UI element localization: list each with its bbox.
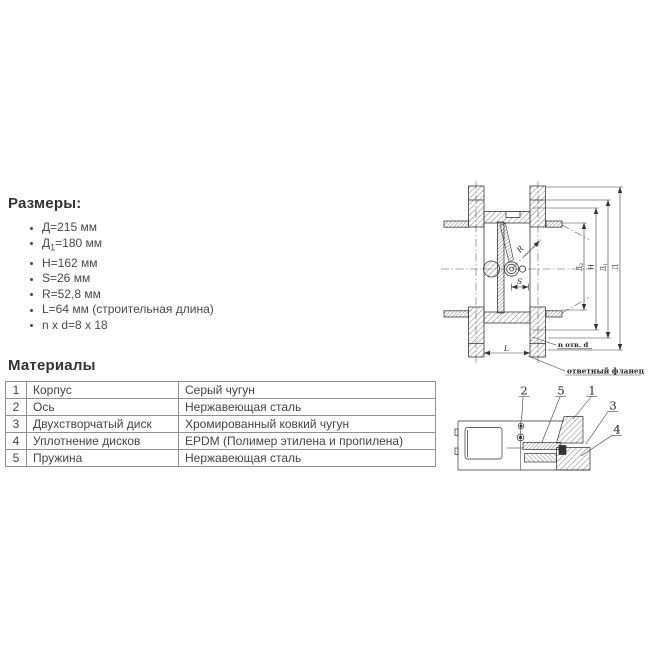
seat-detail-drawing [450,383,650,478]
svg-text:Д1: $Д_1$ [599,262,609,272]
svg-text:3: 3 [609,398,617,413]
disc-plate [498,222,514,313]
dim-labels [576,263,620,271]
table-row: 5 Пружина Нержавеющая сталь [6,450,436,467]
table-row: 4 Уплотнение дисков EPDM (Полимер этилена и пропилена) [6,433,436,450]
hinge-boss [484,261,500,277]
svg-text:Д2: $Д_2$ [575,262,585,272]
materials-table [5,381,436,467]
svg-text:4: 4 [613,422,621,437]
detail-flange [557,417,591,471]
size-item: L=64 мм (строительная длина) [26,302,286,318]
radius-label: R [515,244,526,255]
size-item: n x d=8 x 18 [26,318,286,334]
table-row: 3 Двухстворчатый диск Хромированный ковкий чугун [6,416,436,433]
seat-seal [523,443,561,450]
size-item: $Д_1=180$ мм [26,236,286,256]
svg-text:H: H [587,264,596,270]
svg-text:1: 1 [588,383,596,398]
size-item: Д=215 мм [26,220,286,236]
centerlines [441,181,592,364]
materials-heading: Материалы [8,357,96,374]
radius-arrow [524,241,540,257]
l-label: L [504,344,509,353]
sizes-list [26,220,286,334]
svg-text:2: 2 [520,383,528,398]
materials-table-body [6,382,436,467]
s-label: S [517,277,523,286]
holes-note: n отв. d [558,341,589,349]
svg-text:Д: Д [611,264,620,270]
mating-flange-note: ответный фланец [567,366,645,376]
disc-edge [525,454,557,463]
table-row: 2 Ось Нержавеющая сталь [6,399,436,416]
sizes-heading: Размеры: [8,195,82,212]
svg-text:5: 5 [557,383,565,398]
size-item: S=26 мм [26,271,286,287]
table-row: 1 Корпус Серый чугун [6,382,436,399]
size-item: H=162 мм [26,256,286,272]
size-item: R=52,8 мм [26,287,286,303]
